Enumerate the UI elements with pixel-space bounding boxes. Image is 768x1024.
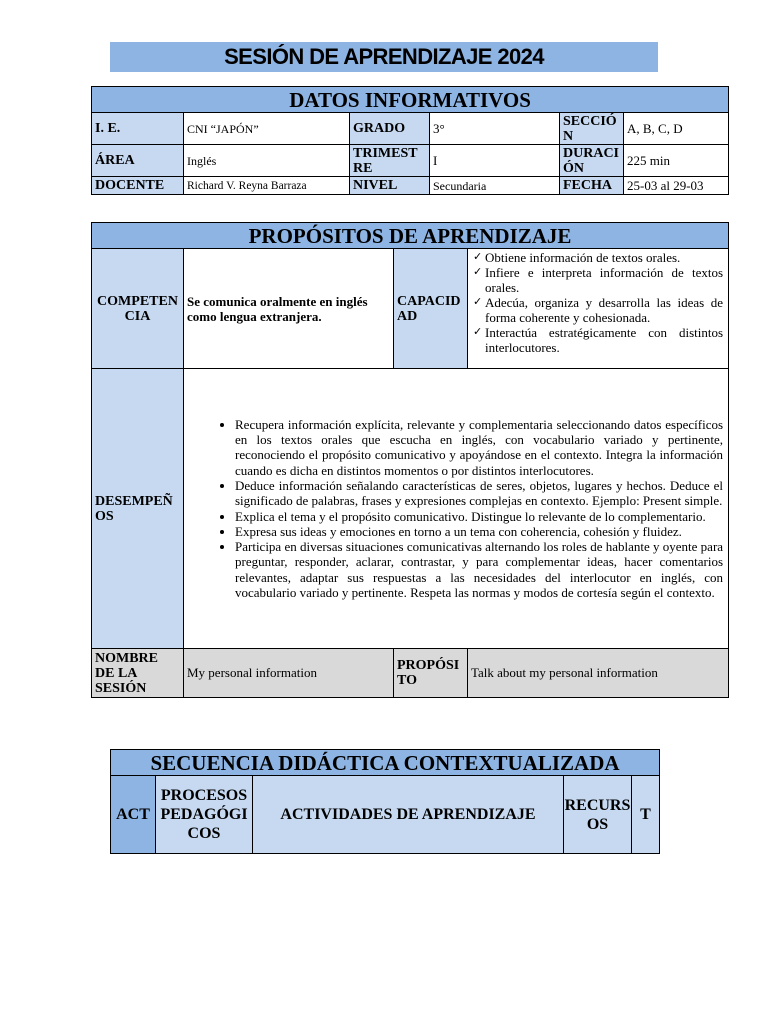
trimestre-value: I xyxy=(430,145,560,177)
page-title: SESIÓN DE APRENDIZAJE 2024 xyxy=(110,42,658,72)
proposito-label: PROPÓSITO xyxy=(394,649,468,698)
ie-value: CNI “JAPÓN” xyxy=(184,113,350,145)
grado-label: GRADO xyxy=(350,113,430,145)
capacidad-item: ✓ Obtiene información de textos orales. xyxy=(473,250,723,265)
capacidad-item: ✓ Adecúa, organiza y desarrolla las ideas de forma coherente y cohesionada. xyxy=(473,295,723,325)
fecha-value: 25-03 al 29-03 xyxy=(624,177,729,195)
nivel-label: NIVEL xyxy=(350,177,430,195)
desempenos-label: DESEMPEÑOS xyxy=(92,369,184,649)
desempeno-item: • Participa en diversas situaciones comunicativas alternando los roles de hablante y oyente para preguntar, responder, aclarar, contrastar, y para complementar ideas, hacer comentarios relevantes, adaptar sus respuestas a las necesidades del interlocutor en inglés, con vocabulario variado y pertinente. Respeta las normas y modos de cortesía según el contexto. xyxy=(235,539,723,600)
nombre-sesion-value: My personal information xyxy=(184,649,394,698)
trimestre-label: TRIMESTRE xyxy=(350,145,430,177)
seccion-value: A, B, C, D xyxy=(624,113,729,145)
duracion-label: DURACIÓN xyxy=(560,145,624,177)
docente-value: Richard V. Reyna Barraza xyxy=(184,177,350,195)
desempenos-list xyxy=(187,417,725,601)
fecha-label: FECHA xyxy=(560,177,624,195)
area-value: Inglés xyxy=(184,145,350,177)
desempeno-item: • Explica el tema y el propósito comunicativo. Distingue lo relevante de lo complementario. xyxy=(235,509,723,524)
proposito-value: Talk about my personal information xyxy=(468,649,729,698)
propositos-table xyxy=(91,222,729,698)
capacidad-item: ✓ Infiere e interpreta información de textos orales. xyxy=(473,265,723,295)
duracion-value: 225 min xyxy=(624,145,729,177)
capacidades-list xyxy=(471,250,725,355)
secuencia-header: SECUENCIA DIDÁCTICA CONTEXTUALIZADA xyxy=(111,750,660,776)
desempeno-item: • Recupera información explícita, relevante y complementaria seleccionando datos específicos en los textos orales que escucha en inglés, con vocabulario variado y pertinente, reconociendo el propósito comunicativo y apoyándose en el contexto. Integra la información cuando es dicha en distintos momentos o por distintos interlocutores. xyxy=(235,417,723,478)
col-t: T xyxy=(632,776,660,854)
nivel-value: Secundaria xyxy=(430,177,560,195)
area-label: ÁREA xyxy=(92,145,184,177)
docente-label: DOCENTE xyxy=(92,177,184,195)
seccion-label: SECCIÓN xyxy=(560,113,624,145)
grado-value: 3° xyxy=(430,113,560,145)
desempeno-item: • Expresa sus ideas y emociones en torno a un tema con coherencia, cohesión y fluidez. xyxy=(235,524,723,539)
col-recursos: RECURSOS xyxy=(564,776,632,854)
col-actividades: ACTIVIDADES DE APRENDIZAJE xyxy=(253,776,564,854)
col-procesos: PROCESOS PEDAGÓGICOS xyxy=(156,776,253,854)
nombre-sesion-label: NOMBRE DE LA SESIÓN xyxy=(92,649,184,698)
datos-informativos-table xyxy=(91,86,729,195)
desempenos-cell xyxy=(184,369,729,649)
propositos-header: PROPÓSITOS DE APRENDIZAJE xyxy=(92,223,729,249)
competencia-value: Se comunica oralmente en inglés como lengua extranjera. xyxy=(184,249,394,369)
competencia-label: COMPETENCIA xyxy=(92,249,184,369)
col-act: ACT xyxy=(111,776,156,854)
capacidad-label: CAPACIDAD xyxy=(394,249,468,369)
secuencia-table xyxy=(110,749,660,854)
capacidad-item: ✓ Interactúa estratégicamente con distintos interlocutores. xyxy=(473,325,723,355)
ie-label: I. E. xyxy=(92,113,184,145)
capacidades-cell xyxy=(468,249,729,369)
datos-header: DATOS INFORMATIVOS xyxy=(92,87,729,113)
desempeno-item: • Deduce información señalando características de seres, objetos, lugares y hechos. Deduce el significado de palabras, frases y expresiones complejas en contexto. Ejemplo: Present simple. xyxy=(235,478,723,509)
